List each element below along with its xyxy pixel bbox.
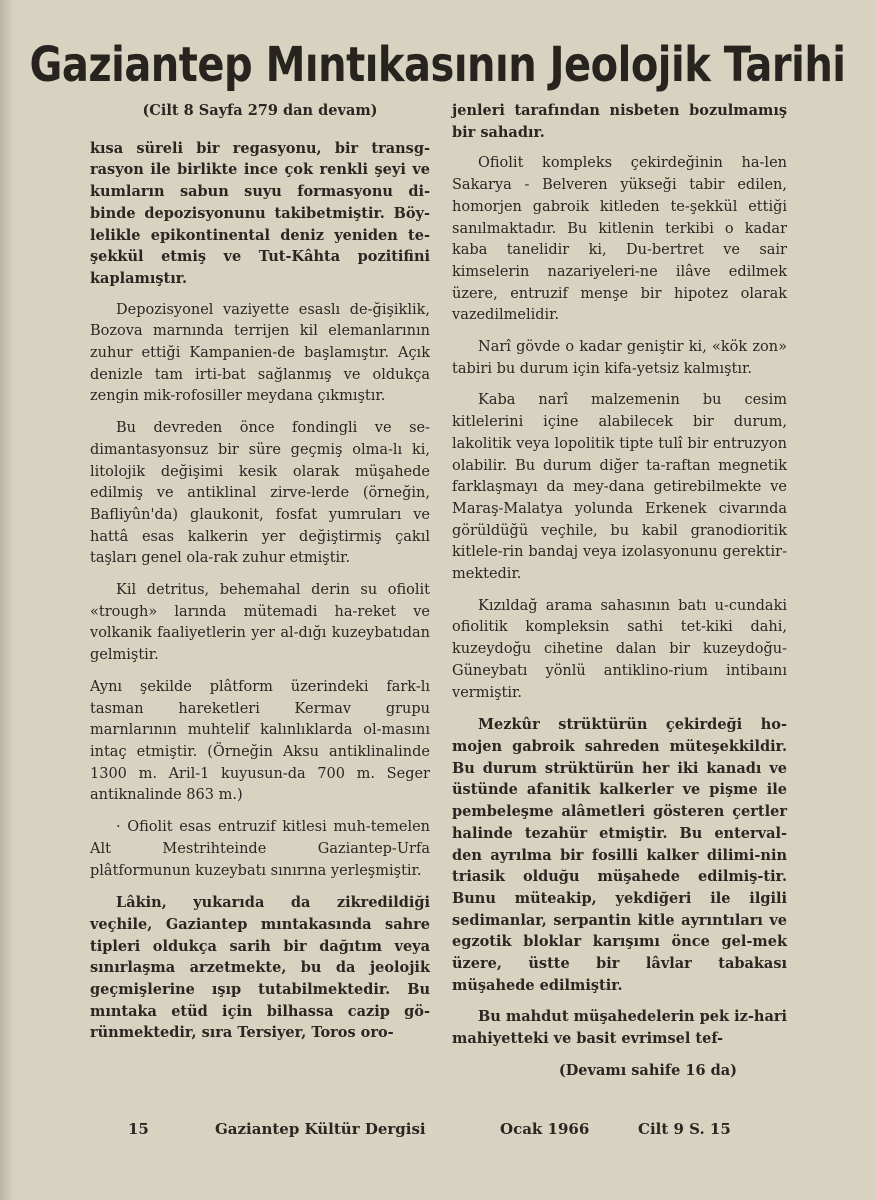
- left-column: [90, 100, 430, 1054]
- paragraph: · Ofiolit esas entruzif kitlesi muh-temelen Alt Mestrihteinde Gaziantep-Urfa plâtformunun kuzeybatı sınırına yerleşmiştir.: [90, 819, 430, 879]
- continued-from-note: (Cilt 8 Sayfa 279 dan devam): [142, 102, 378, 119]
- page-edge: [0, 0, 14, 1200]
- paragraph: Depozisyonel vaziyette esaslı de-ğişiklik, Bozova marnında terrijen kil elemanlarının zuhur ettiği Kampanien-de başlamıştır. Açık denizle tam irti-bat sağlanmış ve oldukça zengin mik-rofosiller meydana çıkmıştır.: [90, 301, 430, 405]
- paragraph: kısa süreli bir regasyonu, bir transg-rasyon ile birlikte ince çok renkli şeyi ve kumların sabun suyu formasyonu di-binde depozisyonunu takibetmiştir. Böy-lelikle epikontinental deniz yeniden te-şekkül etmiş ve Tut-Kâhta pozitifini kaplamıştır.: [90, 139, 430, 287]
- page-number: 15: [128, 1120, 149, 1138]
- paragraph: Aynı şekilde plâtform üzerindeki fark-lı tasman hareketleri Kermav grupu marnlarının muhtelif kalınlıklarda ol-masını intaç etmiştir. (Örneğin Aksu antiklinalinde 1300 m. Aril-1 kuyusun-da 700 m. Seger antiknalinde 863 m.): [90, 678, 430, 804]
- paragraph: Bu devreden önce fondingli ve se-dimantasyonsuz bir süre geçmiş olma-lı ki, litolojik değişimi kesik olarak müşahede edilmiş ve antiklinal zirve-lerde (örneğin, Bafliyûn'da) glaukonit, fosfat yumruları ve hattâ esas kalkerin yer değiştirmiş çakıl taşları genel ola-rak zuhur etmiştir.: [90, 420, 430, 567]
- paragraph: Kil detritus, behemahal derin su ofiolit «trough» larında mütemadi ha-reket ve volkanik faaliyetlerin yer al-dığı kuzeybatıdan gelmiştir.: [90, 582, 430, 664]
- paragraph: jenleri tarafından nisbeten bozulmamış bir sahadır.: [452, 102, 787, 141]
- paragraph: Lâkin, yukarıda da zikredildiği veçhile, Gaziantep mıntakasında sahre tipleri oldukça sarih bir dağıtım veya sınırlaşma arzetmekte, bu da jeolojik geçmişlerine ışıp tutabilmektedir. Bu mıntaka etüd için bilhassa cazip gö-rünmektedir, sıra Tersiyer, Toros oro-: [90, 894, 430, 1042]
- paragraph: Narî gövde o kadar geniştir ki, «kök zon» tabiri bu durum için kifa-yetsiz kalmıştır.: [452, 339, 787, 377]
- page-footer: [0, 1120, 875, 1144]
- issue-date: Ocak 1966: [500, 1120, 590, 1138]
- magazine-name: Gaziantep Kültür Dergisi: [215, 1120, 426, 1138]
- continued-on-note: (Devamı sahife 16 da): [558, 1061, 737, 1079]
- paragraph: Ofiolit kompleks çekirdeğinin ha-len Sakarya - Belveren yükseği tabir edilen, homorjen gabroik kitleden te-şekkül ettiği sanılmaktadır. Bu kitlenin terkibi o kadar kaba tanelidir ki, Du-bertret ve sair kimselerin nazariyeleri-ne ilâve edilmek üzere, entruzif menşe bir hipotez olarak vazedilmelidir.: [452, 155, 787, 324]
- right-column: [452, 100, 787, 1082]
- paragraph: Bu mahdut müşahedelerin pek iz-hari mahiyetteki ve basit evrimsel tef-: [452, 1008, 787, 1048]
- article-title: Gaziantep Mıntıkasının Jeolojik Tarihi: [29, 38, 846, 94]
- volume-info: Cilt 9 S. 15: [638, 1120, 731, 1138]
- paragraph: Kaba narî malzemenin bu cesim kitlelerini içine alabilecek bir durum, lakolitik veya lopolitik tipte tulî bir entruzyon olabilir. Bu durum diğer ta-raftan megnetik farklaşmayı da mey-dana getirebilmekte ve Maraş-Malatya yolunda Erkenek civarında görüldüğü veçhile, bu kabil granodioritik kitlele-rin bandaj veya izolasyonunu gerektir-mektedir.: [452, 392, 787, 583]
- paragraph: Mezkûr strüktürün çekirdeği ho-mojen gabroik sahreden müteşekkildir. Bu durum strüktürün her iki kanadı ve üstünde afanitik kalkerler ve pişme ile pembeleşme alâmetleri gösteren çertler halinde tezahür etmiştir. Bu enterval-den ayrılma bir fosilli kalker dilimi-nin triasik olduğu müşahede edilmiş-tir. Bunu müteakip, yekdiğeri ile ilgili sedimanlar, serpantin kitle ayrıntıları ve egzotik bloklar karışımı önce gel-mek üzere, üstte bir lâvlar tabakası müşahede edilmiştir.: [452, 716, 787, 994]
- paragraph: Kızıldağ arama sahasının batı u-cundaki ofiolitik kompleksin sathi tet-kiki dahi, kuzeydoğu cihetine dalan bir kuzeydoğu-Güneybatı yönlü antiklino-rium intibaını vermiştir.: [452, 597, 787, 701]
